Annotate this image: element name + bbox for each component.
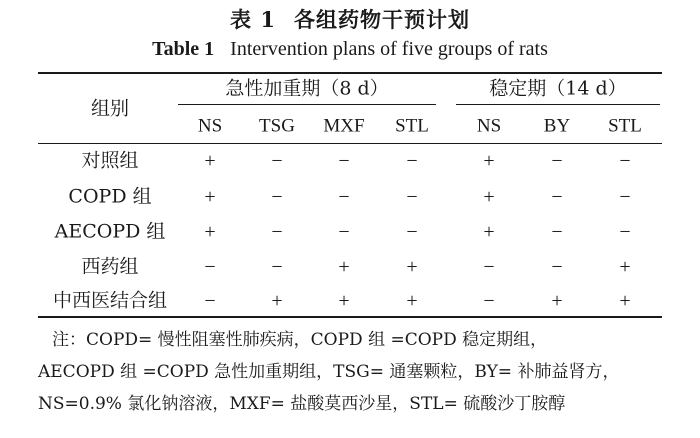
table-cell: − bbox=[551, 186, 563, 208]
table-top-rule bbox=[38, 72, 662, 74]
table-cell: + bbox=[619, 256, 631, 278]
table-note-line-3: NS=0.9% 氯化钠溶液，MXF= 盐酸莫西沙星，STL= 硫酸沙丁胺醇 bbox=[38, 394, 566, 414]
table-cell: − bbox=[204, 290, 216, 312]
column-header-stl-stable: STL bbox=[608, 115, 642, 137]
table-cell: − bbox=[204, 256, 216, 278]
table-cell: + bbox=[551, 290, 563, 312]
table-cell: + bbox=[406, 256, 418, 278]
table-cell: − bbox=[619, 186, 631, 208]
table-cell: + bbox=[204, 221, 216, 243]
table-title-cn-text: 各组药物干预计划 bbox=[293, 7, 470, 32]
table-title-en bbox=[0, 38, 700, 61]
table-title-cn-label: 表 1 bbox=[230, 7, 276, 32]
table-cell: + bbox=[204, 186, 216, 208]
stable-period-underline bbox=[456, 104, 660, 105]
table-cell: + bbox=[338, 290, 350, 312]
table-bottom-rule bbox=[38, 316, 662, 318]
column-header-by: BY bbox=[543, 115, 571, 137]
table-cell: − bbox=[619, 150, 631, 172]
table-cell: − bbox=[551, 256, 563, 278]
column-header-stl-acute: STL bbox=[395, 115, 429, 137]
table-cell: + bbox=[338, 256, 350, 278]
table-cell: − bbox=[271, 256, 283, 278]
table-cell: − bbox=[271, 221, 283, 243]
table-cell: − bbox=[338, 221, 350, 243]
table-cell: − bbox=[551, 221, 563, 243]
column-header-mxf: MXF bbox=[323, 115, 365, 137]
stable-period-header: 稳定期（14 d） bbox=[489, 77, 627, 100]
table-cell: − bbox=[483, 290, 495, 312]
table-cell: + bbox=[483, 221, 495, 243]
table-header-rule bbox=[38, 143, 662, 144]
table-cell: − bbox=[271, 186, 283, 208]
column-header-ns-stable: NS bbox=[476, 115, 502, 137]
table-cell: + bbox=[406, 290, 418, 312]
row-group-label: 对照组 bbox=[81, 149, 139, 172]
table-title-en-label: Table 1 bbox=[152, 38, 215, 60]
table-cell: − bbox=[483, 256, 495, 278]
row-group-label: 中西医结合组 bbox=[52, 289, 168, 312]
acute-period-underline bbox=[178, 104, 436, 105]
row-group-label: COPD 组 bbox=[68, 185, 152, 208]
table-title-cn bbox=[0, 4, 700, 34]
table-cell: − bbox=[406, 150, 418, 172]
table-note-line-1: 注：COPD= 慢性阻塞性肺疾病，COPD 组 =COPD 稳定期组， bbox=[52, 330, 548, 350]
row-group-label: 西药组 bbox=[81, 255, 139, 278]
group-column-header: 组别 bbox=[90, 97, 130, 120]
table-cell: − bbox=[406, 186, 418, 208]
table-cell: + bbox=[204, 150, 216, 172]
table-cell: + bbox=[483, 150, 495, 172]
table-cell: − bbox=[619, 221, 631, 243]
table-cell: − bbox=[551, 150, 563, 172]
acute-period-header: 急性加重期（8 d） bbox=[225, 77, 389, 100]
table-note-line-2: AECOPD 组 =COPD 急性加重期组，TSG= 通塞颗粒，BY= 补肺益肾方， bbox=[38, 362, 620, 382]
table-cell: − bbox=[338, 150, 350, 172]
column-header-tsg: TSG bbox=[259, 115, 295, 137]
table-cell: − bbox=[406, 221, 418, 243]
table-cell: − bbox=[271, 150, 283, 172]
table-cell: + bbox=[271, 290, 283, 312]
table-cell: + bbox=[619, 290, 631, 312]
column-header-ns-acute: NS bbox=[197, 115, 223, 137]
table-cell: + bbox=[483, 186, 495, 208]
table-cell: − bbox=[338, 186, 350, 208]
row-group-label: AECOPD 组 bbox=[54, 220, 166, 243]
table-title-en-text: Intervention plans of five groups of rats bbox=[230, 38, 548, 60]
